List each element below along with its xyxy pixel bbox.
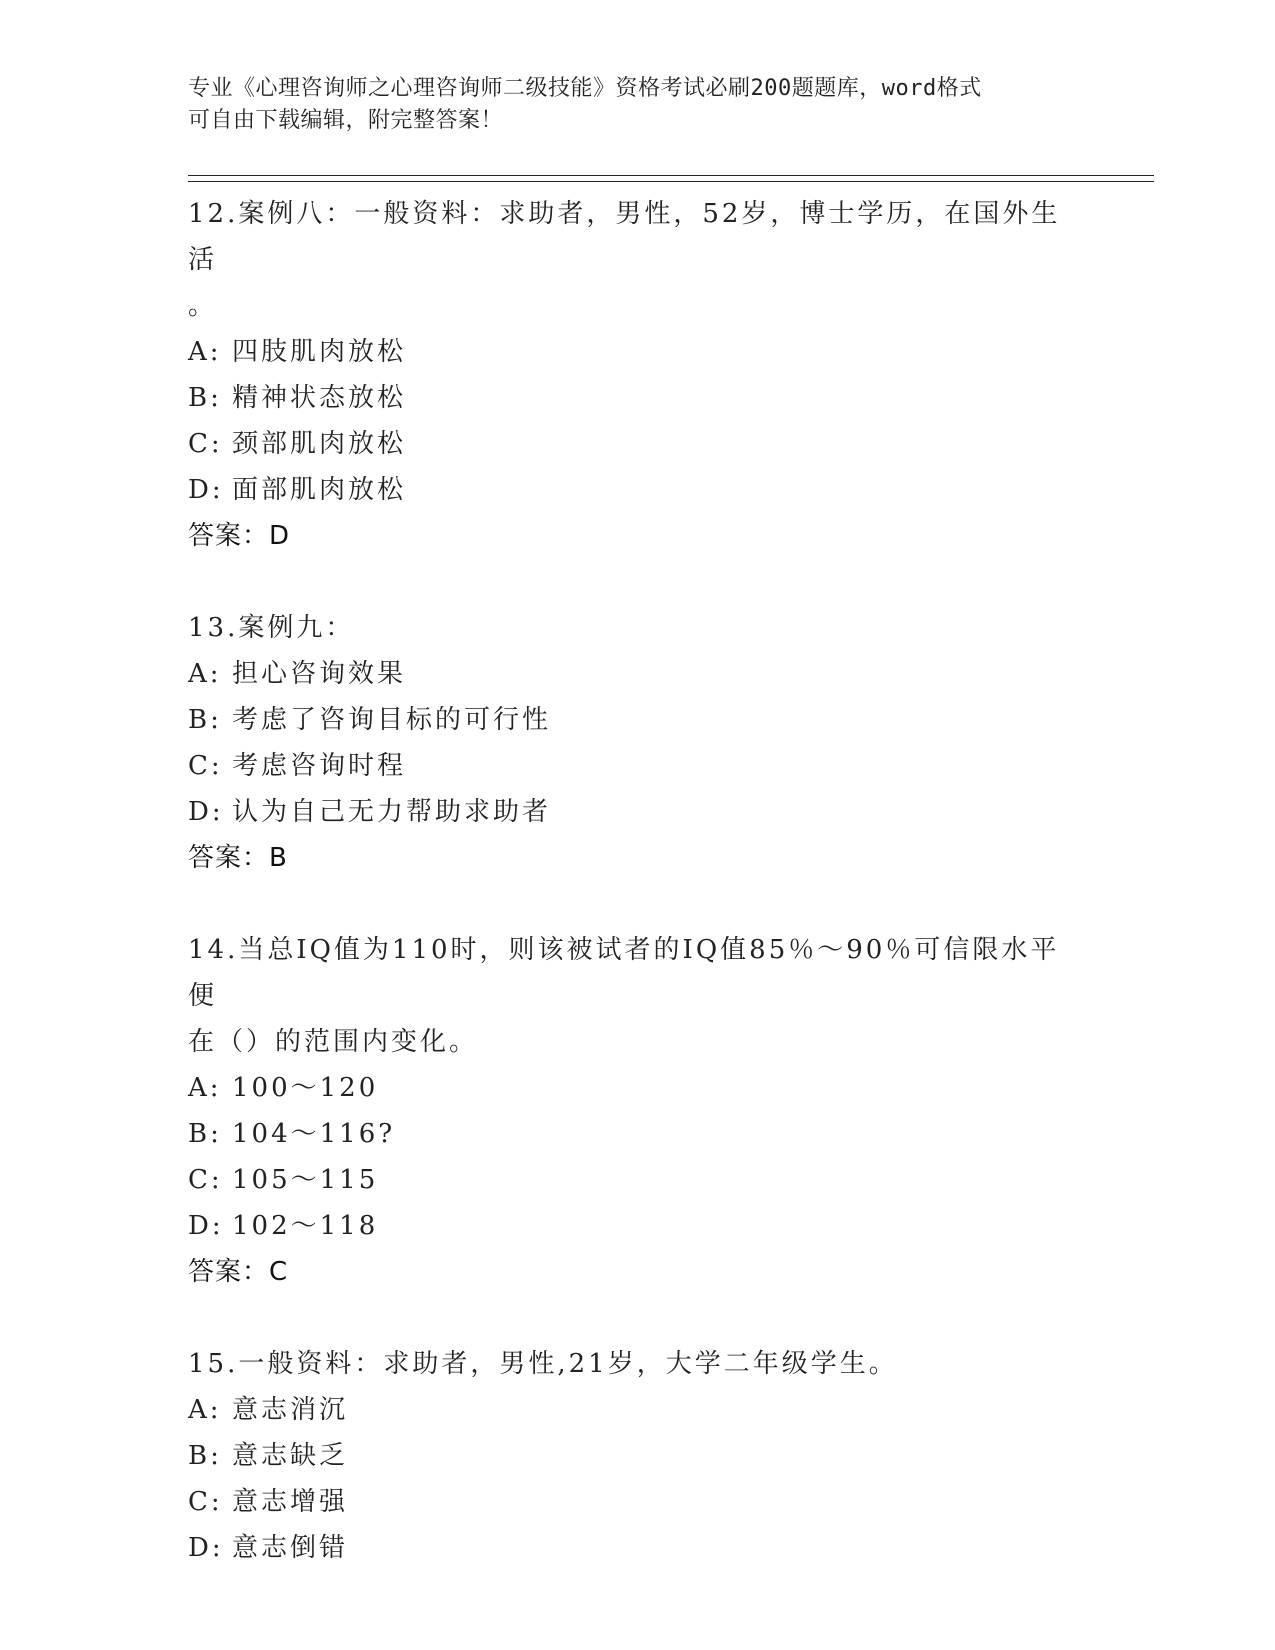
- option-b: [188, 1433, 1088, 1479]
- header-line-2: 可自由下载编辑，附完整答案！: [188, 108, 504, 133]
- option-a: [188, 651, 1088, 697]
- option-key: B:: [188, 705, 222, 735]
- header-divider-top: [188, 175, 1154, 176]
- question-list: [188, 191, 1088, 1571]
- option-text: 104～116?: [232, 1119, 396, 1149]
- question-15: [188, 1341, 1088, 1571]
- option-c: [188, 1157, 1088, 1203]
- option-text: 105～115: [232, 1165, 379, 1195]
- header-line-1: 专业《心理咨询师之心理咨询师二级技能》资格考试必刷200题题库，word格式: [188, 76, 982, 101]
- answer-line: 答案：C: [188, 1257, 289, 1287]
- option-key: A:: [188, 337, 222, 367]
- option-key: D:: [188, 1533, 224, 1563]
- option-d: [188, 1203, 1088, 1249]
- answer-line: 答案：B: [188, 843, 288, 873]
- question-13: [188, 605, 1088, 881]
- spacer: [188, 1295, 1088, 1341]
- option-text: 考虑了咨询目标的可行性: [232, 705, 552, 735]
- option-key: A:: [188, 1073, 222, 1103]
- option-c: [188, 1479, 1088, 1525]
- option-key: A:: [188, 1395, 222, 1425]
- option-text: 认为自己无力帮助求助者: [232, 797, 552, 827]
- option-text: 颈部肌肉放松: [232, 429, 407, 459]
- option-a: [188, 329, 1088, 375]
- option-d: [188, 1525, 1088, 1571]
- option-text: 100～120: [232, 1073, 379, 1103]
- header-divider-bottom: [188, 181, 1154, 182]
- option-d: [188, 789, 1088, 835]
- question-stem: 14.当总IQ值为110时，则该被试者的IQ值85％～90％可信限水平便: [188, 935, 1060, 1011]
- option-a: [188, 1065, 1088, 1111]
- question-stem: 12.案例八：一般资料：求助者，男性，52岁，博士学历，在国外生活: [188, 199, 1061, 275]
- option-key: C:: [188, 429, 223, 459]
- option-text: 意志倒错: [232, 1533, 349, 1563]
- option-text: 意志缺乏: [232, 1441, 349, 1471]
- option-text: 意志消沉: [232, 1395, 349, 1425]
- option-d: [188, 467, 1088, 513]
- option-key: D:: [188, 797, 224, 827]
- option-text: 担心咨询效果: [232, 659, 407, 689]
- spacer: [188, 881, 1088, 927]
- spacer: [188, 559, 1088, 605]
- option-key: C:: [188, 1165, 223, 1195]
- answer-line: 答案：D: [188, 521, 291, 551]
- option-a: [188, 1387, 1088, 1433]
- option-text: 考虑咨询时程: [232, 751, 407, 781]
- option-key: A:: [188, 659, 222, 689]
- option-b: [188, 375, 1088, 421]
- option-text: 面部肌肉放松: [232, 475, 407, 505]
- document-header: [188, 73, 1088, 137]
- option-text: 精神状态放松: [232, 383, 407, 413]
- option-text: 意志增强: [232, 1487, 349, 1517]
- question-stem-continued: 。: [188, 291, 218, 321]
- option-key: B:: [188, 383, 222, 413]
- option-c: [188, 743, 1088, 789]
- question-stem-continued: 在（）的范围内变化。: [188, 1027, 479, 1057]
- question-12: [188, 191, 1088, 559]
- option-b: [188, 697, 1088, 743]
- question-14: [188, 927, 1088, 1295]
- option-key: C:: [188, 1487, 223, 1517]
- option-b: [188, 1111, 1088, 1157]
- option-text: 102～118: [232, 1211, 379, 1241]
- question-stem: 13.案例九：: [188, 613, 355, 643]
- option-text: 四肢肌肉放松: [232, 337, 407, 367]
- option-key: B:: [188, 1119, 222, 1149]
- option-key: D:: [188, 475, 224, 505]
- option-key: C:: [188, 751, 223, 781]
- option-key: B:: [188, 1441, 222, 1471]
- option-key: D:: [188, 1211, 224, 1241]
- option-c: [188, 421, 1088, 467]
- question-stem: 15.一般资料：求助者，男性,21岁，大学二年级学生。: [188, 1349, 898, 1379]
